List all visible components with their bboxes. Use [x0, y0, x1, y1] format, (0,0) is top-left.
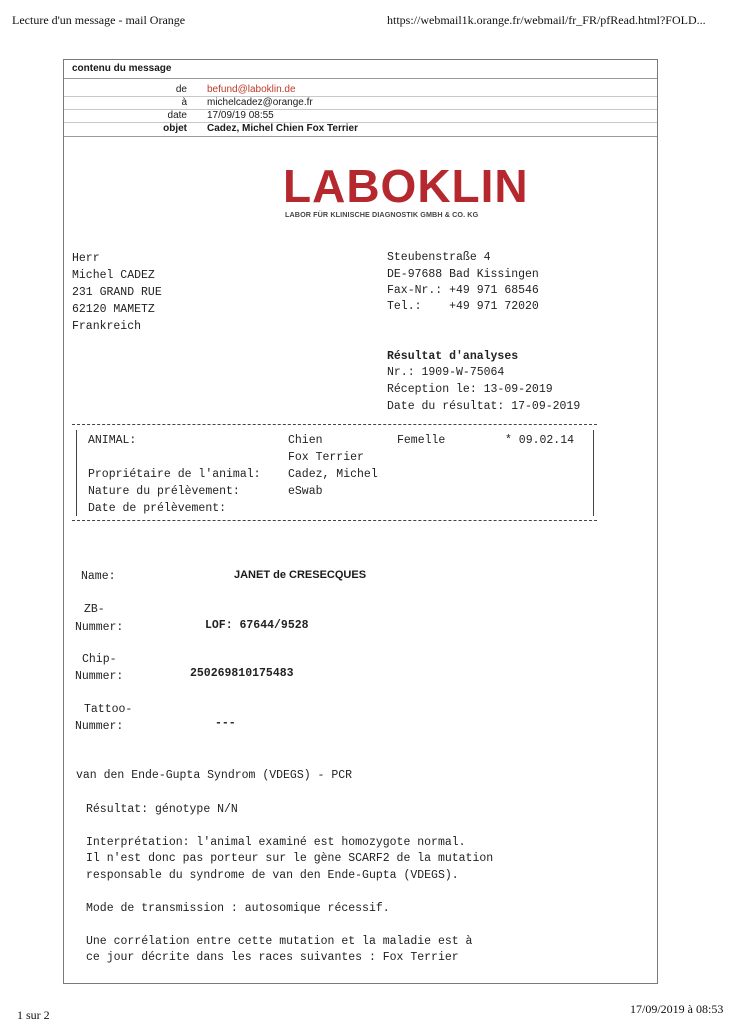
box-bottom-border	[72, 520, 597, 521]
print-header-url: https://webmail1k.orange.fr/webmail/fr_FR/pfRead.html?FOLD...	[387, 13, 706, 27]
box-left-border	[76, 430, 77, 516]
subject-value: Cadez, Michel Chien Fox Terrier	[207, 123, 358, 134]
message-section-header	[64, 60, 657, 79]
box-right-border	[593, 430, 594, 516]
result-reception: Réception le: 13-09-2019	[387, 383, 553, 396]
date-value: 17/09/19 08:55	[207, 110, 274, 121]
transmission: Mode de transmission : autosomique récessif.	[86, 902, 390, 915]
to-label: à	[181, 97, 187, 108]
animal-breed: Fox Terrier	[288, 451, 364, 464]
animal-sex: Femelle	[397, 434, 446, 447]
tattoo-label: Nummer:	[75, 720, 124, 733]
name-value: JANET de CRESECQUES	[234, 569, 367, 581]
lab-address-line: DE-97688 Bad Kissingen	[387, 268, 539, 281]
recipient-line: Frankreich	[72, 320, 142, 333]
sample-value: eSwab	[288, 485, 323, 498]
print-footer-datetime: 17/09/2019 à 08:53	[630, 1002, 724, 1016]
interpretation-line: responsable du syndrome de van den Ende-Gupta (VDEGS).	[86, 869, 459, 882]
zb-label: Nummer:	[75, 621, 124, 634]
animal-species: Chien	[288, 434, 323, 447]
print-header-title: Lecture d'un message - mail Orange	[12, 13, 186, 27]
from-value[interactable]: befund@laboklin.de	[207, 84, 296, 95]
tattoo-value: ---	[215, 717, 236, 730]
tattoo-label: Tattoo-	[84, 703, 133, 716]
to-value: michelcadez@orange.fr	[207, 97, 313, 108]
laboklin-logo-subtitle: LABOR FÜR KLINISCHE DIAGNOSTIK GMBH & CO. KG	[285, 210, 479, 219]
owner-label: Propriétaire de l'animal:	[88, 468, 261, 481]
test-title: van den Ende-Gupta Syndrom (VDEGS) - PCR	[76, 769, 353, 782]
lab-address-line: Fax-Nr.: +49 971 68546	[387, 284, 539, 297]
lab-address-line: Tel.: +49 971 72020	[387, 300, 539, 313]
print-footer-page: 1 sur 2	[17, 1008, 50, 1022]
animal-birth: * 09.02.14	[505, 434, 575, 447]
lab-address-line: Steubenstraße 4	[387, 251, 491, 264]
recipient-line: Michel CADEZ	[72, 269, 155, 282]
chip-value: 250269810175483	[190, 667, 294, 680]
sample-date-label: Date de prélèvement:	[88, 502, 227, 515]
animal-label: ANIMAL:	[88, 434, 137, 447]
chip-label: Nummer:	[75, 670, 124, 683]
correlation-line: Une corrélation entre cette mutation et la maladie est à	[86, 935, 473, 948]
from-label: de	[175, 84, 187, 95]
box-top-border	[72, 424, 597, 425]
result-number: Nr.: 1909-W-75064	[387, 366, 505, 379]
chip-label: Chip-	[82, 653, 117, 666]
recipient-line: 231 GRAND RUE	[72, 286, 162, 299]
interpretation-line: Interprétation: l'animal examiné est homozygote normal.	[86, 836, 466, 849]
correlation-line: ce jour décrite dans les races suivantes : Fox Terrier	[86, 951, 459, 964]
laboklin-logo: LABOKLIN	[283, 160, 529, 212]
result-title: Résultat d'analyses	[387, 350, 519, 363]
name-label: Name:	[81, 570, 116, 583]
date-label: date	[167, 110, 187, 121]
zb-value: LOF: 67644/9528	[205, 619, 309, 632]
result-date: Date du résultat: 17-09-2019	[387, 400, 581, 413]
owner-value: Cadez, Michel	[288, 468, 378, 481]
subject-label: objet	[163, 123, 187, 134]
sample-label: Nature du prélèvement:	[88, 485, 240, 498]
zb-label: ZB-	[84, 603, 105, 616]
section-title: contenu du message	[72, 63, 172, 74]
recipient-line: 62120 MAMETZ	[72, 303, 155, 316]
recipient-line: Herr	[72, 252, 100, 265]
test-result: Résultat: génotype N/N	[86, 803, 238, 816]
interpretation-line: Il n'est donc pas porteur sur le gène SCARF2 de la mutation	[86, 852, 494, 865]
